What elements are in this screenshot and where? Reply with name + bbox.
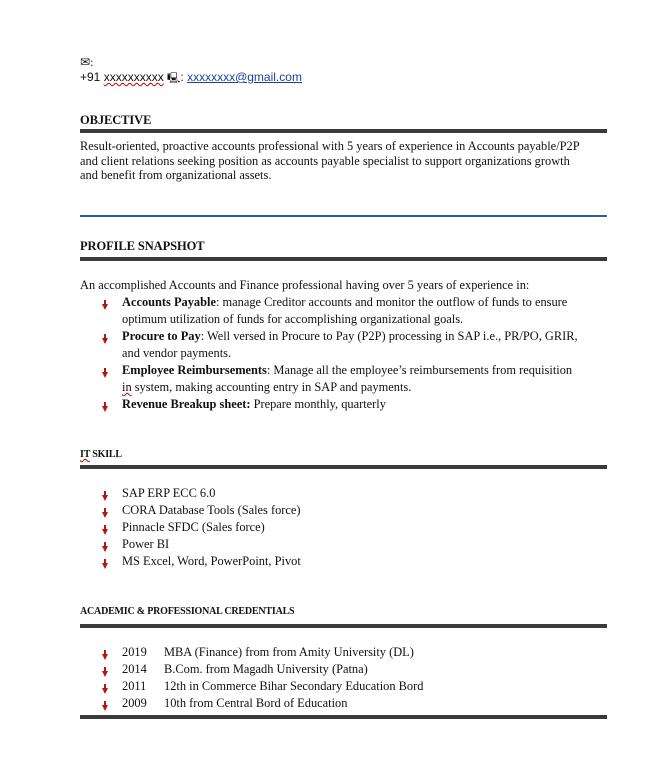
email-line: ✉: (80, 55, 94, 69)
email-link[interactable]: xxxxxxxx@gmail.com (187, 70, 302, 84)
computer-icon: 🖳 (167, 73, 181, 84)
list-item: Revenue Breakup sheet: Prepare monthly, quarterly (122, 397, 386, 411)
academic-heading: ACADEMIC & PROFESSIONAL CREDENTIALS (80, 606, 295, 617)
bullet-icon (102, 338, 108, 344)
objective-text: Result-oriented, proactive accounts professional with 5 years of experience in Accounts payable/P2P and client relations seeking position as accounts payable specialist to support organizations growth and benefit from organizational assets. (80, 139, 580, 182)
academic-rule (80, 624, 607, 628)
bullet-icon (102, 688, 108, 694)
profile-heading: PROFILE SNAPSHOT (80, 239, 205, 253)
credential-year: 2009 (122, 696, 147, 710)
bullet-icon (102, 495, 108, 501)
section-divider (80, 215, 607, 217)
credential-year: 2014 (122, 662, 147, 676)
list-item-continuation: and vendor payments. (122, 346, 232, 360)
profile-intro: An accomplished Accounts and Finance professional having over 5 years of experience in: (80, 278, 530, 292)
bullet-icon (102, 705, 108, 711)
skill-item: SAP ERP ECC 6.0 (122, 486, 216, 500)
objective-heading: OBJECTIVE (80, 113, 152, 127)
list-item-continuation: optimum utilization of funds for accomplishing organizational goals. (122, 312, 464, 326)
list-item-continuation: in system, making accounting entry in SAP and payments. (122, 380, 412, 394)
bullet-icon (102, 512, 108, 518)
bullet-icon (102, 654, 108, 660)
it-skill-heading: IT SKILL (80, 449, 122, 460)
bullet-icon (102, 563, 108, 569)
list-item: Procure to Pay: Well versed in Procure to Pay (P2P) processing in SAP i.e., PR/PO, GRIR, (122, 329, 578, 343)
skill-item: MS Excel, Word, PowerPoint, Pivot (122, 554, 301, 568)
phone-number: xxxxxxxxxx (103, 70, 164, 84)
profile-rule (80, 257, 607, 261)
bullet-icon (102, 671, 108, 677)
list-item: Accounts Payable: manage Creditor accounts and monitor the outflow of funds to ensure (122, 295, 568, 309)
bottom-rule (80, 715, 607, 719)
skill-item: Power BI (122, 537, 170, 551)
contact-line: +91 xxxxxxxxxx 🖳: xxxxxxxx@gmail.com (80, 70, 302, 84)
bullet-icon (102, 304, 108, 310)
objective-rule (80, 129, 607, 133)
credential-year: 2019 (122, 645, 147, 659)
bullet-icon (102, 529, 108, 535)
credential-detail: MBA (Finance) from from Amity University (DL) (164, 645, 414, 659)
envelope-icon: ✉ (80, 55, 91, 69)
skill-item: Pinnacle SFDC (Sales force) (122, 520, 265, 534)
credential-detail: B.Com. from Magadh University (Patna) (164, 662, 368, 676)
list-item: Employee Reimbursements: Manage all the employee’s reimbursements from requisition (122, 363, 573, 377)
credential-detail: 10th from Central Bord of Education (164, 696, 348, 710)
bullet-icon (102, 406, 108, 412)
it-skill-rule (80, 465, 607, 469)
skill-item: CORA Database Tools (Sales force) (122, 503, 301, 517)
credential-year: 2011 (122, 679, 147, 693)
bullet-icon (102, 372, 108, 378)
phone-prefix: +91 (80, 70, 101, 84)
bullet-icon (102, 546, 108, 552)
credential-detail: 12th in Commerce Bihar Secondary Education Bord (164, 679, 424, 693)
